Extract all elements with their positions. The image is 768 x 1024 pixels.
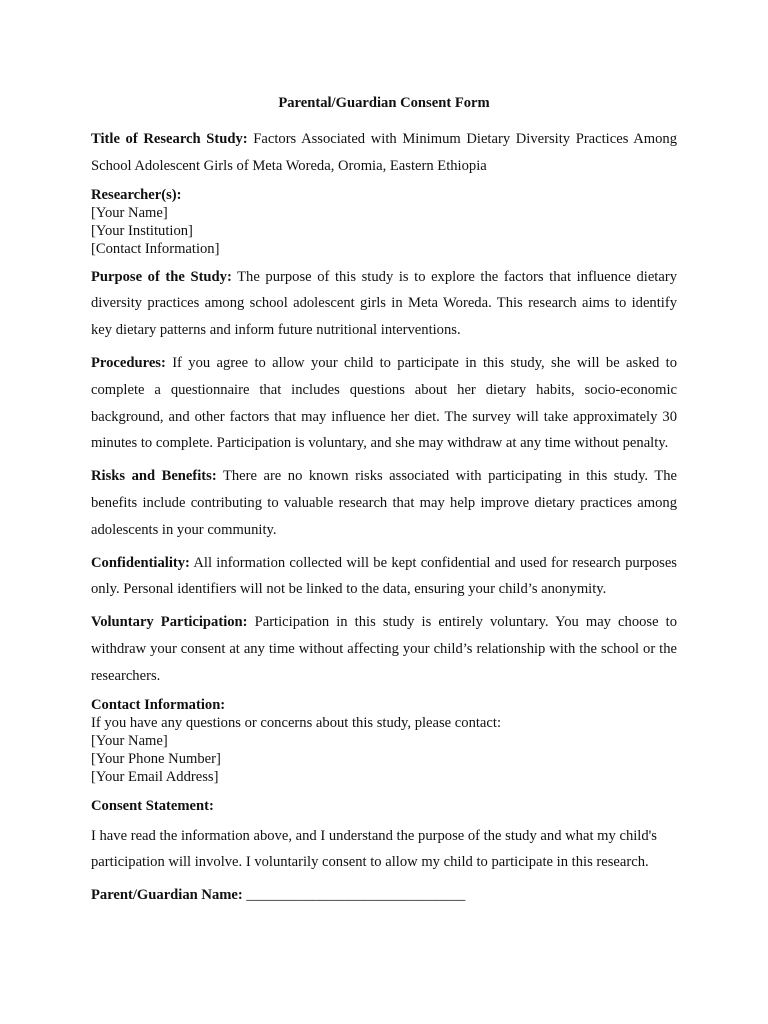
researchers-label: Researcher(s): — [91, 186, 182, 203]
contact-phone: [Your Phone Number] — [91, 750, 221, 767]
risks-text: There are no known risks associated with participating in this study. The benefits include contributing to valuable research that may help improve dietary practices among adolescents in your community. — [91, 468, 678, 538]
contact-label: Contact Information: — [91, 696, 226, 713]
title-of-study-label: Title of Research Study: — [91, 131, 248, 147]
confidentiality-label: Confidentiality: — [91, 554, 190, 571]
procedures-section — [91, 350, 677, 457]
guardian-name-blank[interactable]: ______________________________ — [242, 887, 466, 904]
guardian-name-line — [91, 882, 677, 909]
consent-label: Consent Statement: — [91, 797, 214, 814]
voluntary-text: Participation in this study is entirely voluntary. You may choose to withdraw your consent at any time without affecting your child’s relationship with the school or the researchers. — [91, 614, 677, 684]
procedures-label: Procedures: — [91, 354, 166, 371]
voluntary-section — [91, 609, 677, 689]
researcher-name: [Your Name] — [91, 204, 168, 221]
risks-label: Risks and Benefits: — [91, 468, 217, 485]
title-of-study-text: Factors Associated with Minimum Dietary Diversity Practices Among School Adolescent Girls of Meta Woreda, Oromia, Eastern Ethiopia — [91, 131, 677, 174]
contact-name: [Your Name] — [91, 732, 168, 749]
researcher-institution: [Your Institution] — [91, 222, 193, 239]
purpose-section — [91, 264, 677, 344]
consent-statement: I have read the information above, and I understand the purpose of the study and what my child's participation will involve. I voluntarily consent to allow my child to participate in this research. — [91, 827, 657, 871]
guardian-name-label: Parent/Guardian Name: — [91, 887, 243, 904]
confidentiality-text: All information collected will be kept confidential and used for research purposes only. Personal identifiers will not be linked to the data, ensuring your child’s anonymity. — [91, 554, 677, 598]
risks-section — [91, 463, 677, 543]
consent-document — [91, 92, 677, 915]
confidentiality-section — [91, 550, 677, 604]
researcher-contact: [Contact Information] — [91, 240, 220, 257]
contact-intro: If you have any questions or concerns about this study, please contact: — [91, 714, 501, 731]
contact-email: [Your Email Address] — [91, 768, 219, 785]
form-title: Parental/Guardian Consent Form — [278, 95, 490, 111]
researchers-section — [91, 186, 677, 258]
title-of-study-section — [91, 126, 677, 180]
consent-heading — [91, 795, 677, 817]
purpose-label: Purpose of the Study: — [91, 268, 232, 285]
procedures-text: If you agree to allow your child to participate in this study, she will be asked to complete a questionnaire that includes questions about her dietary habits, socio-economic background, and other factors that may influence her diet. The survey will take approximately 30 minutes to complete. Participation is voluntary, and she may withdraw at any time without penalty. — [91, 354, 677, 452]
voluntary-label: Voluntary Participation: — [91, 614, 248, 631]
contact-section — [91, 696, 677, 786]
purpose-text: The purpose of this study is to explore the factors that influence dietary diversity practices among school adolescent girls in Meta Woreda. This research aims to identify key dietary patterns and inform future nutritional interventions. — [91, 268, 677, 339]
